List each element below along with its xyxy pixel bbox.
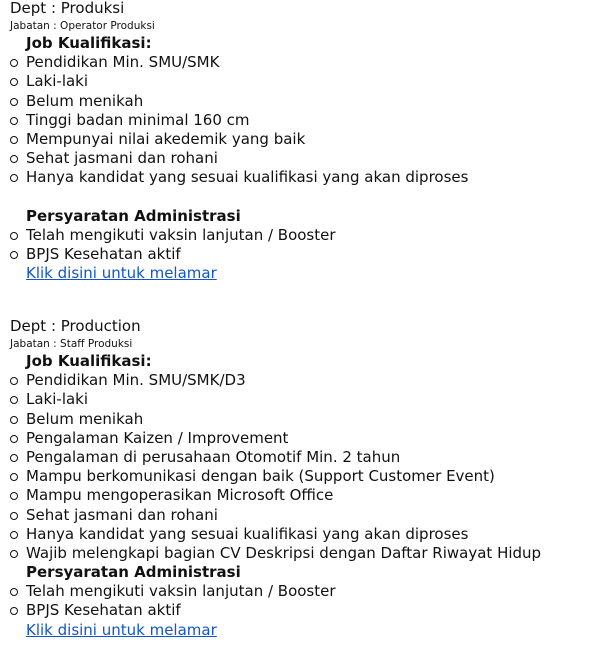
list-item-text: Telah mengikuti vaksin lanjutan / Booster xyxy=(26,582,336,601)
list-item xyxy=(10,544,600,563)
circle-bullet-icon xyxy=(10,473,18,481)
list-item-text: BPJS Kesehatan aktif xyxy=(26,245,181,264)
list-item xyxy=(10,506,600,525)
dept-title: Dept : Produksi xyxy=(10,0,125,17)
circle-bullet-icon xyxy=(10,588,18,596)
circle-bullet-icon xyxy=(10,174,18,182)
list-item xyxy=(10,429,600,448)
list-item xyxy=(10,53,600,72)
circle-bullet-icon xyxy=(10,435,18,443)
list-item xyxy=(10,130,600,149)
circle-bullet-icon xyxy=(10,607,18,615)
qualifications-heading: Job Kualifikasi: xyxy=(26,352,152,370)
list-item-text: Hanya kandidat yang sesuai kualifikasi yang akan diproses xyxy=(26,168,469,187)
list-item-text: Pengalaman di perusahaan Otomotif Min. 2 tahun xyxy=(26,447,401,466)
admin-heading: Persyaratan Administrasi xyxy=(26,206,241,225)
list-item-text: Tinggi badan minimal 160 cm xyxy=(26,110,250,129)
list-item xyxy=(10,111,600,130)
circle-bullet-icon xyxy=(10,531,18,539)
qualifications-heading: Job Kualifikasi: xyxy=(26,34,152,52)
admin-list xyxy=(10,226,600,264)
qualifications-list xyxy=(10,371,600,563)
circle-bullet-icon xyxy=(10,251,18,259)
circle-bullet-icon xyxy=(10,377,18,385)
circle-bullet-icon xyxy=(10,78,18,86)
list-item-text: Sehat jasmani dan rohani xyxy=(26,149,218,168)
list-item-text: Wajib melengkapi bagian CV Deskripsi dengan Daftar Riwayat Hidup xyxy=(26,543,542,562)
job-posting-produksi xyxy=(10,0,600,283)
list-item xyxy=(10,149,600,168)
circle-bullet-icon xyxy=(10,454,18,462)
circle-bullet-icon xyxy=(10,416,18,424)
circle-bullet-icon xyxy=(10,59,18,67)
list-item-text: BPJS Kesehatan aktif xyxy=(26,601,181,620)
apply-link[interactable]: Klik disini untuk melamar xyxy=(26,264,217,283)
list-item-text: Laki-laki xyxy=(26,72,89,91)
list-item xyxy=(10,226,600,245)
circle-bullet-icon xyxy=(10,550,18,558)
admin-heading: Persyaratan Administrasi xyxy=(26,563,241,582)
list-item-text: Telah mengikuti vaksin lanjutan / Booster xyxy=(26,225,336,244)
job-posting-production xyxy=(10,315,600,640)
list-item-text: Pendidikan Min. SMU/SMK xyxy=(26,53,220,72)
circle-bullet-icon xyxy=(10,492,18,500)
circle-bullet-icon xyxy=(10,117,18,125)
section-spacer xyxy=(10,188,600,207)
list-item xyxy=(10,582,600,601)
list-item xyxy=(10,525,600,544)
list-item-text: Laki-laki xyxy=(26,390,89,409)
list-item-text: Pendidikan Min. SMU/SMK/D3 xyxy=(26,371,246,390)
dept-title: Dept : Production xyxy=(10,317,141,335)
circle-bullet-icon xyxy=(10,155,18,163)
circle-bullet-icon xyxy=(10,396,18,404)
list-item-text: Pengalaman Kaizen / Improvement xyxy=(26,428,289,447)
admin-list xyxy=(10,582,600,620)
list-item-text: Sehat jasmani dan rohani xyxy=(26,505,218,524)
list-item xyxy=(10,168,600,187)
list-item xyxy=(10,410,600,429)
list-item-text: Mampu mengoperasikan Microsoft Office xyxy=(26,486,334,505)
list-item xyxy=(10,486,600,505)
list-item xyxy=(10,467,600,486)
list-item-text: Mempunyai nilai akedemik yang baik xyxy=(26,129,306,148)
list-item xyxy=(10,448,600,467)
circle-bullet-icon xyxy=(10,512,18,520)
list-item xyxy=(10,245,600,264)
list-item-text: Mampu berkomunikasi dengan baik (Support Customer Event) xyxy=(26,467,495,486)
list-item xyxy=(10,390,600,409)
list-item xyxy=(10,371,600,390)
qualifications-list xyxy=(10,53,600,187)
list-item-text: Belum menikah xyxy=(26,409,144,428)
circle-bullet-icon xyxy=(10,136,18,144)
jabatan-label: Jabatan : Operator Produksi xyxy=(10,20,155,32)
apply-link[interactable]: Klik disini untuk melamar xyxy=(26,620,217,639)
circle-bullet-icon xyxy=(10,98,18,106)
list-item xyxy=(10,72,600,91)
list-item xyxy=(10,601,600,620)
jabatan-label: Jabatan : Staff Produksi xyxy=(10,338,133,350)
list-item-text: Hanya kandidat yang sesuai kualifikasi yang akan diproses xyxy=(26,524,469,543)
list-item-text: Belum menikah xyxy=(26,91,144,110)
list-item xyxy=(10,92,600,111)
circle-bullet-icon xyxy=(10,232,18,240)
